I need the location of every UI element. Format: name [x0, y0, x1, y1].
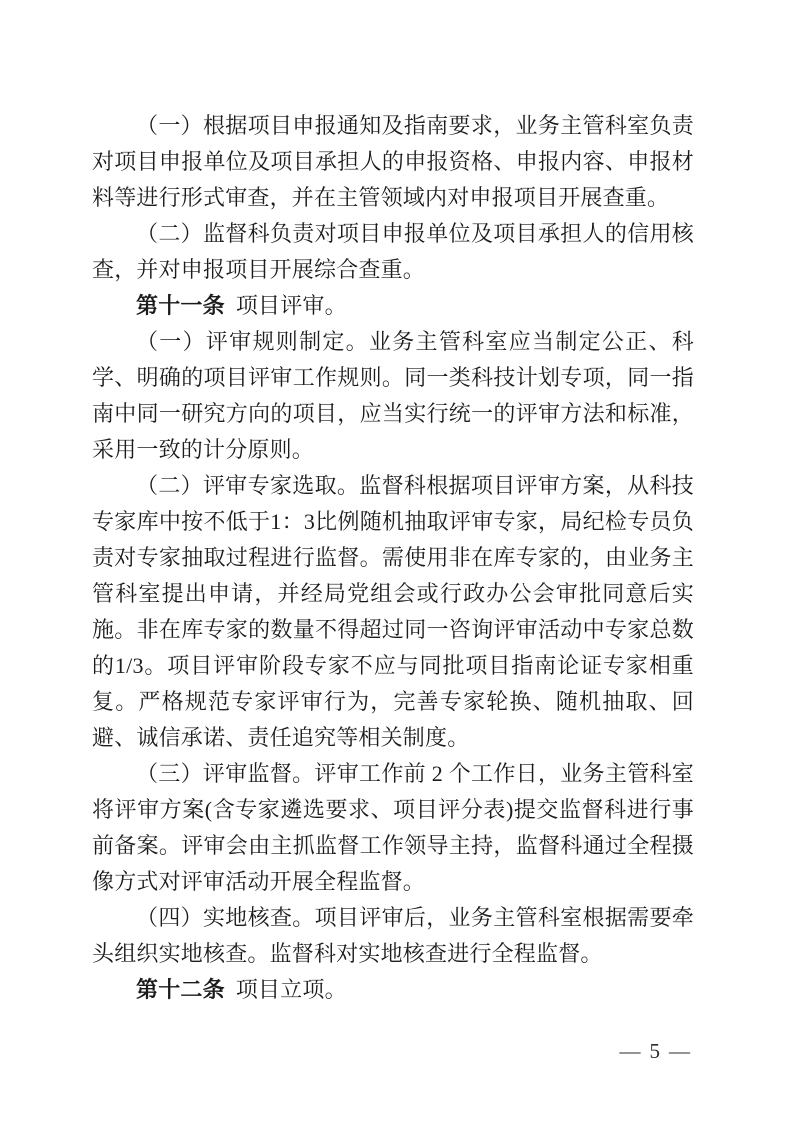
paragraph-review-supervision: [92, 756, 694, 900]
paragraph-clause-2: [92, 216, 694, 288]
footer-right-dash: —: [669, 1039, 690, 1063]
article-number: 第十二条: [136, 977, 225, 1002]
paragraph-clause-1: [92, 108, 694, 216]
article-title: 项目评审。: [235, 293, 347, 318]
article-heading-12: [92, 972, 694, 1008]
paragraph-text: （三）评审监督。评审工作前 2 个工作日，业务主管科室将评审方案(含专家遴选要求、项目评分表)提交监督科进行事前备案。评审会由主抓监督工作领导主持，监督科通过全程摄像方式对评审活动开展全程监督。: [92, 761, 694, 894]
document-body: [92, 108, 694, 1008]
article-heading-11: [92, 288, 694, 324]
paragraph-text: （二）评审专家选取。监督科根据项目评审方案，从科技专家库中按不低于1：3比例随机抽取评审专家，局纪检专员负责对专家抽取过程进行监督。需使用非在库专家的，由业务主管科室提出申请，并经局党组会或行政办公会审批同意后实施。非在库专家的数量不得超过同一咨询评审活动中专家总数的1/3。项目评审阶段专家不应与同批项目指南论证专家相重复。严格规范专家评审行为，完善专家轮换、随机抽取、回避、诚信承诺、责任追究等相关制度。: [92, 473, 694, 750]
paragraph-site-verification: [92, 900, 694, 972]
paragraph-review-rules: [92, 324, 694, 468]
paragraph-expert-selection: [92, 468, 694, 756]
footer-left-dash: —: [619, 1039, 641, 1063]
paragraph-text: （二）监督科负责对项目申报单位及项目承担人的信用核查，并对申报项目开展综合查重。: [92, 221, 694, 282]
article-title: 项目立项。: [235, 977, 347, 1002]
page-number-footer: [620, 1039, 691, 1063]
paragraph-text: （一）评审规则制定。业务主管科室应当制定公正、科学、明确的项目评审工作规则。同一类科技计划专项，同一指南中同一研究方向的项目，应当实行统一的评审方法和标准，采用一致的计分原则。: [92, 329, 694, 462]
paragraph-text: （一）根据项目申报通知及指南要求，业务主管科室负责对项目申报单位及项目承担人的申报资格、申报内容、申报材料等进行形式审查，并在主管领域内对申报项目开展查重。: [92, 113, 694, 210]
article-number: 第十一条: [136, 293, 225, 318]
page-number: 5: [649, 1039, 660, 1063]
paragraph-text: （四）实地核查。项目评审后，业务主管科室根据需要牵头组织实地核查。监督科对实地核查进行全程监督。: [92, 905, 694, 966]
